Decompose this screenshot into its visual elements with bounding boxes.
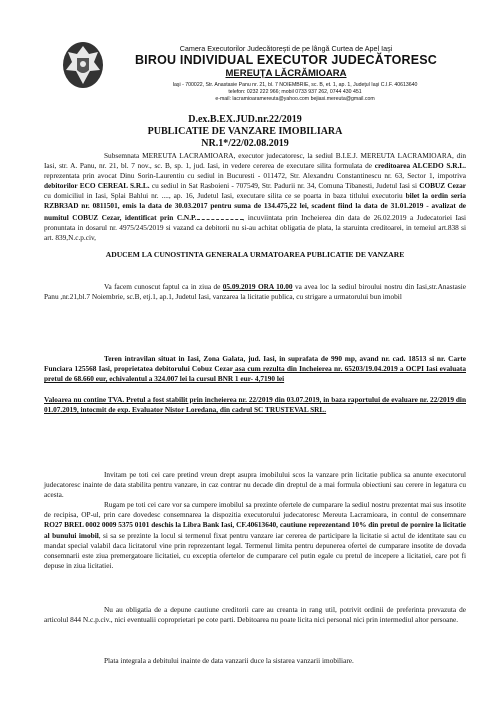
announcement-heading: ADUCEM LA CUNOSTINTA GENERALA URMATOAREA PUBLICATIE DE VANZARE [105,250,405,259]
bidding-conditions: Invitam pe toti cei care pretind vreun drept asupra imobilului scos la vanzare prin licitatie publica sa anunte executorul judecatoresc inainte de data stabilita pentru vanzare, in caz contrar nu decade din dreptul de a mai formula obiectiuni sau cerere in legatura cu acesta. Rugam pe toti cei care vor sa cumpere imobilul sa prezinte ofertele de cumparare la sediul nostru prezentat mai sus insotite de recipisa, OP-ul, prin care dovedesc consemnarea la dispozitia executorului judecatoresc Mereuta Lacramioara, in contul de consemnare RO27 BREL 0002 0009 5375 0101 deschis la Libra Bank Iasi, CF.40613640, cautiune reprezentand 10% din pretul de pornire la licitatie al bunului imobil, si sa se prezinte la locul si termenul fixat pentru vanzare iar cererea de participare la licitatie si actul de identitate sau cu mandat special valabil daca licitatorul vine prin reprezentant legal. Termenul limita pentru depunerea ofertei de cumparare insotite de dovada consemnarii este ziua premergatoare licitatiei, cu exceptia ofertelor de cumparare cel putin egale cu pretul de incepere a licitatiei, care pot fi depuse in ziua licitatiei. [44,470,466,570]
property-description: Teren intravilan situat in Iasi, Zona Galata, jud. Iasi, in suprafata de 990 mp, avand nr. cad. 18513 si nr. Carte Funciara 125568 Iasi, proprietatea debitorului Cobuz Cezar asa cum rezulta din Incheierea nr. 65203/19.04.2019 a OCPI Iasi evaluata pretul de 68.660 eur, echivalentul a 324.007 lei la cursul BNR 1 eur- 4,7190 lei [44,354,466,384]
document-title: PUBLICATIE DE VANZARE IMOBILIARA [147,126,343,137]
intro-paragraph: Subsemnata MEREUTA LACRAMIOARA, executor judecatoresc, la sediul B.I.E.J. MEREUTA LACRAMIOARA, din Iasi, str. A. Panu, nr. 21, bl. 7 nov., sc. B, sp. 1, jud. Iasi, in vedere cererea de executare silita formulata de creditoarea ALCEDO S.R.L. reprezentata prin avocat Dinu Sorin-Laurentiu cu sediul in Bucuresti - 011472, Str. Alexandru Constantinescu nr. 63, Sector 1, impotriva debitorilor ECO CEREAL S.R.L. cu sediul in Sat Rasboieni - 707549, Str. Padurii nr. 34, Comuna Tibanesti, Judetul Iasi si COBUZ Cezar cu domiciliul in Iasi, Splai Bahlui nr. ...., ap. 16, Judetul Iasi, executare silita ce se poarta in baza titlului executoriu bilet la ordin seria RZBR3AD nr. 0811501, emis la data de 30.03.2017 pentru suma de 134.475,22 lei, scadent fiind la data de 31.01.2019 - avalizat de numitul COBUZ Cezar, identificat prin C.N.P. , incuviintata prin Incheierea din data de 26.02.2019 a Judecatoriei Iasi pronuntata in dosarul nr. 4975/245/2019 si vazand ca debitorii nu si-au achitat obligatia de plata, la staruinta creditoarei, in temeiul art.838 si art. 839,N.c.p.civ, [44,151,467,242]
office-address: Iaşi - 700022, Str. Anastasie Panu nr. 21, bl. 7 NOIEMBRIE, sc. B, et. 1, ap. 1, Judeţul Iaşi C.I.F. 40613640 [172,82,418,88]
caution-exemption: Nu au obligatia de a depune cautiune creditorii care au creanta in rang util, potrivit ordinii de preferinta prevazuta de articolul 844 N.c.p.civ., nici eventualii coproprietari pe cote parti. Debitoarea nu poate licita nici personal nici prin intermediul altor persoane. [44,605,466,625]
coat-of-arms-icon [58,40,108,90]
valuation-note: Valoarea nu contine TVA. Pretul a fost stabilit prin incheierea nr. 22/2019 din 03.07.2019, in baza raportului de evaluare nr. 22/2019 din 01.07.2019, intocmit de exp. Evaluator Nistor Loredana, din cadrul SC TRUSTEVAL SRL. [44,395,466,415]
office-email: e-mail: lacramioaramereuta@yahoo.com bejiasi.mereuta@gmail.com [215,96,375,102]
sale-date-paragraph: Va facem cunoscut faptul ca in ziua de 05.09.2019 ORA 10.00 va avea loc la sediul biroului nostru din Iasi,str.Anastasie Panu ,nr.21,bl.7 Noiembrie, sc.B, etj.1, ap.1, Judetul Iasi, vanzarea la licitatie publica, cu strigare a urmatorului bun imobil [44,282,466,302]
dosar-number: D.ex.B.EX.JUD.nr.22/2019 [188,114,302,125]
document-references [40,114,450,150]
chamber-title: Camera Executorilor Judecătoreşti de pe lângă Curtea de Apel Iaşi [179,44,393,53]
redacted-cnp [197,212,243,220]
bailiff-name: MEREUŢA LĂCRĂMIOARA [225,68,347,79]
office-phone: telefon: 0232 222 966; mobil 0733 937 262, 0744 430 451 [228,89,362,95]
publication-number: NR.1*/22/02.08.2019 [201,138,289,149]
payment-note: Plata integrala a debitului inainte de data vanzarii duce la sistarea vanzarii imobiliare. [104,656,354,665]
office-title: BIROU INDIVIDUAL EXECUTOR JUDECĂTORESC [134,53,438,67]
